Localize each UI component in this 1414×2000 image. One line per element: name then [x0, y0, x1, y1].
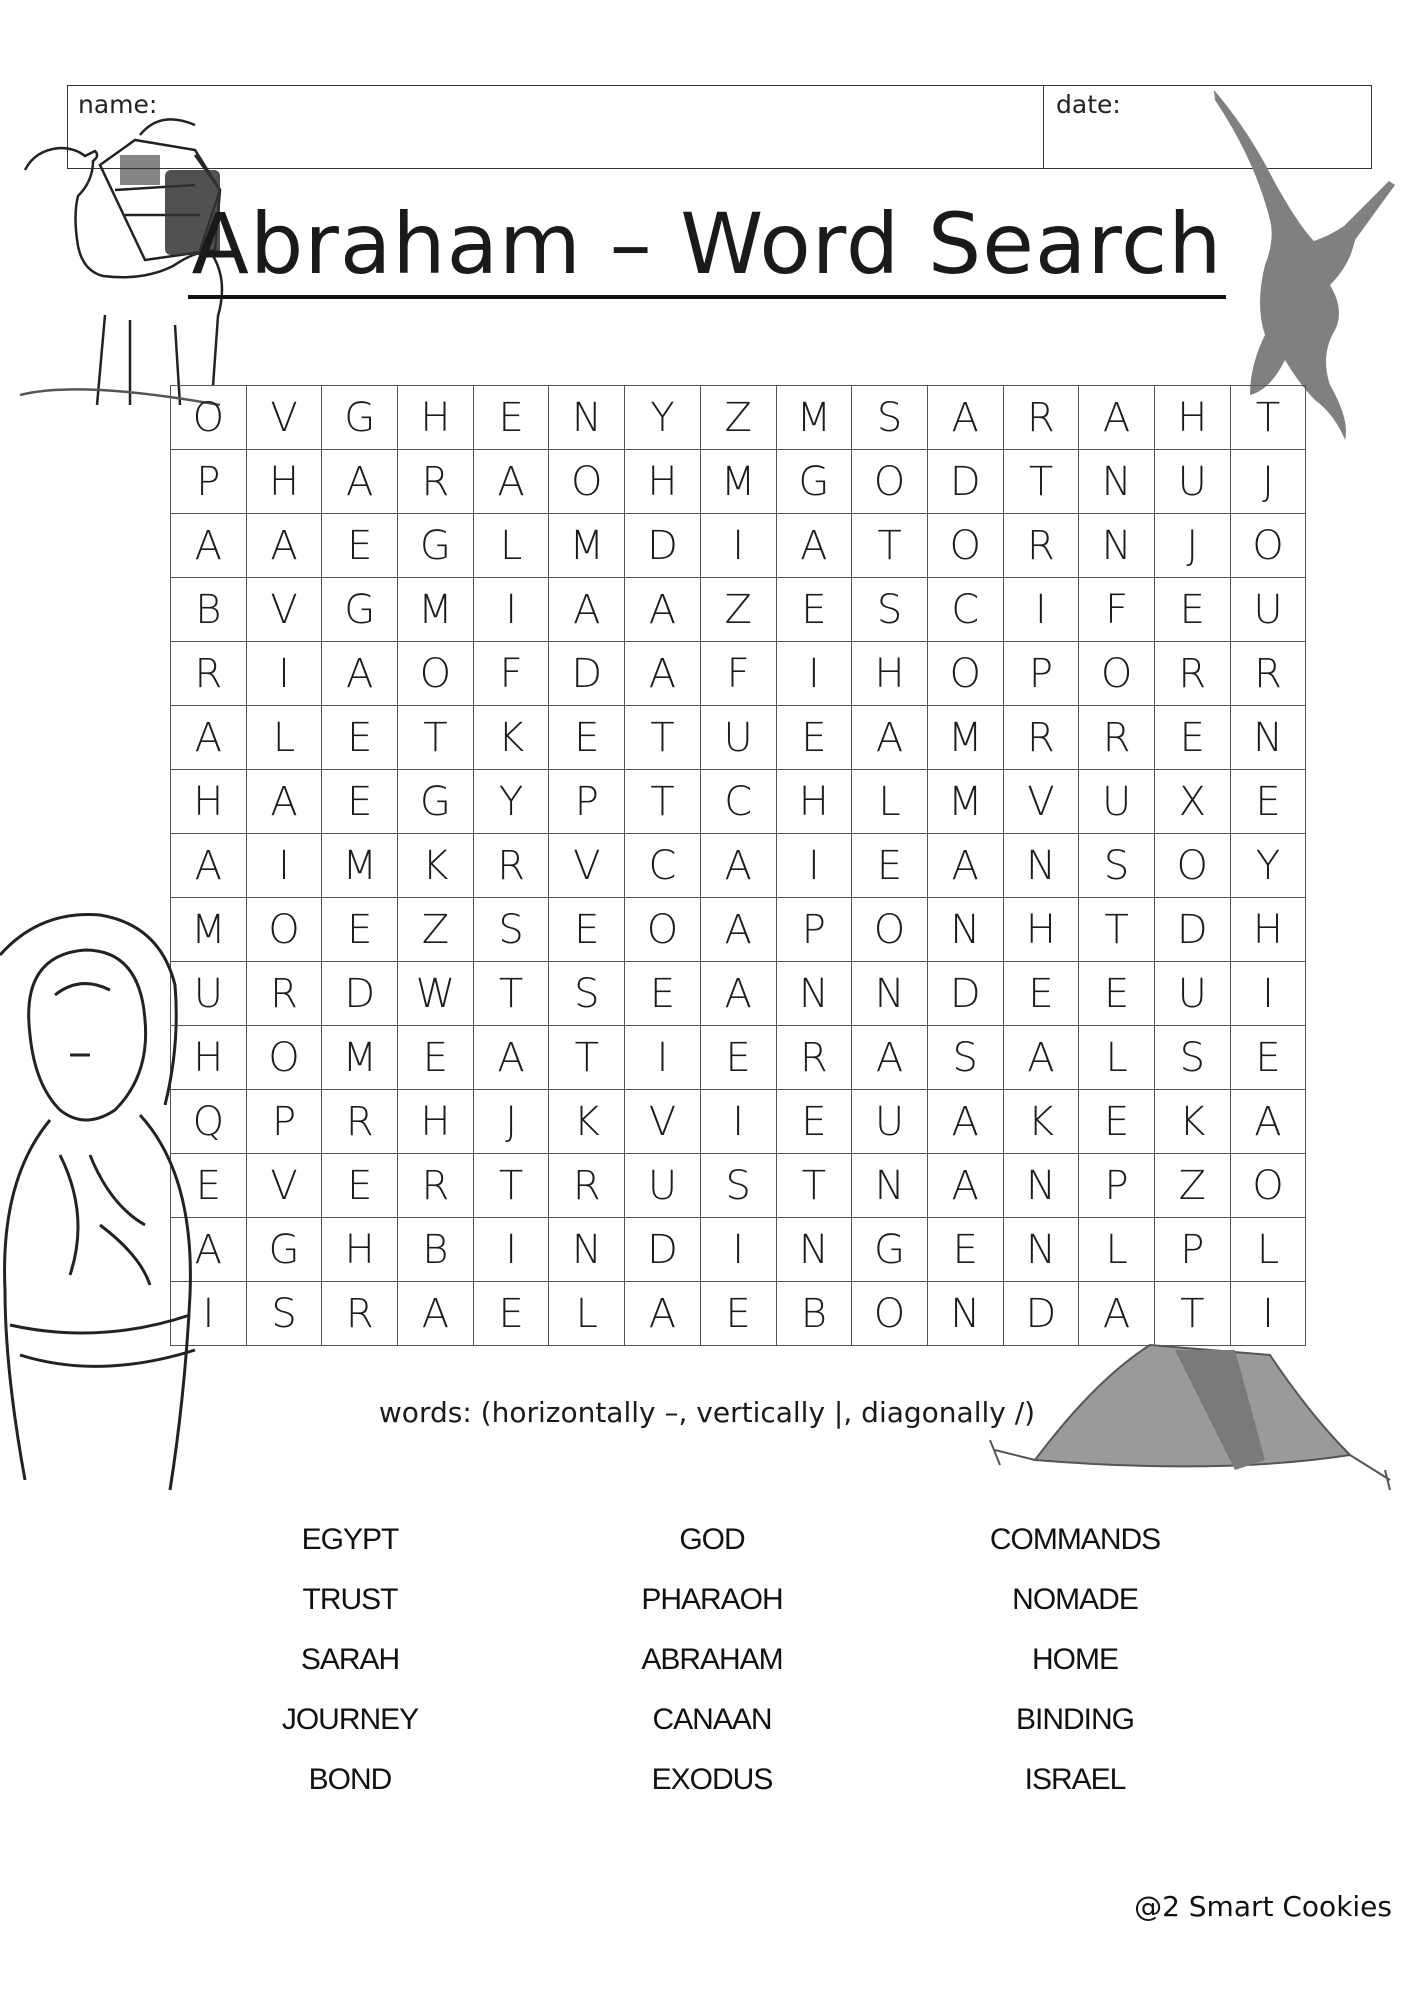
word-item: COMMANDS [989, 1523, 1161, 1556]
word-column-2 [562, 1510, 862, 1810]
header-divider [1043, 86, 1044, 168]
grid-cell[interactable]: E [777, 706, 853, 770]
grid-cell[interactable]: L [549, 1282, 625, 1346]
grid-cell[interactable]: K [1155, 1090, 1231, 1154]
grid-cell[interactable]: A [474, 1026, 550, 1090]
grid-cell[interactable]: U [171, 962, 247, 1026]
grid-cell[interactable]: P [777, 898, 853, 962]
word-item: BOND [308, 1763, 392, 1796]
grid-cell[interactable]: I [247, 834, 323, 898]
grid-cell[interactable]: D [625, 1218, 701, 1282]
grid-cell[interactable]: E [1155, 578, 1231, 642]
grid-cell[interactable]: D [322, 962, 398, 1026]
grid-cell[interactable]: N [777, 962, 853, 1026]
grid-cell[interactable]: A [701, 834, 777, 898]
grid-cell[interactable]: T [852, 514, 928, 578]
grid-cell[interactable]: V [625, 1090, 701, 1154]
grid-cell[interactable]: E [474, 1282, 550, 1346]
grid-cell[interactable]: J [474, 1090, 550, 1154]
grid-cell[interactable]: E [1155, 706, 1231, 770]
grid-cell[interactable]: A [701, 962, 777, 1026]
grid-cell[interactable]: P [171, 450, 247, 514]
grid-cell[interactable]: S [1155, 1026, 1231, 1090]
grid-cell[interactable]: R [777, 1026, 853, 1090]
grid-cell[interactable]: T [474, 1154, 550, 1218]
grid-cell[interactable]: N [928, 1282, 1004, 1346]
grid-cell[interactable]: M [322, 834, 398, 898]
grid-cell[interactable]: E [171, 1154, 247, 1218]
word-column-3 [925, 1510, 1225, 1810]
grid-cell[interactable]: L [1079, 1026, 1155, 1090]
grid-cell[interactable]: A [171, 1218, 247, 1282]
grid-cell[interactable]: H [247, 450, 323, 514]
grid-cell[interactable]: D [549, 642, 625, 706]
grid-cell[interactable]: V [247, 578, 323, 642]
grid-cell[interactable]: G [398, 514, 474, 578]
grid-cell[interactable]: Y [1231, 834, 1307, 898]
grid-cell[interactable]: O [852, 1282, 928, 1346]
grid-cell[interactable]: E [322, 770, 398, 834]
word-item: NOMADE [1012, 1583, 1138, 1616]
grid-cell[interactable]: E [549, 706, 625, 770]
grid-cell[interactable]: L [474, 514, 550, 578]
grid-cell[interactable]: C [701, 770, 777, 834]
grid-cell[interactable]: I [701, 514, 777, 578]
grid-cell[interactable]: R [1079, 706, 1155, 770]
grid-cell[interactable]: V [1004, 770, 1080, 834]
grid-cell[interactable]: Q [171, 1090, 247, 1154]
grid-cell[interactable]: O [928, 642, 1004, 706]
grid-cell[interactable]: M [777, 386, 853, 450]
grid-cell[interactable]: L [852, 770, 928, 834]
grid-cell[interactable]: O [549, 450, 625, 514]
grid-cell[interactable]: A [171, 706, 247, 770]
grid-cell[interactable]: A [322, 450, 398, 514]
grid-cell[interactable]: U [625, 1154, 701, 1218]
grid-cell[interactable]: F [474, 642, 550, 706]
grid-cell[interactable]: J [1155, 514, 1231, 578]
grid-cell[interactable]: A [625, 578, 701, 642]
grid-cell[interactable]: K [1004, 1090, 1080, 1154]
grid-cell[interactable]: Y [474, 770, 550, 834]
grid-cell[interactable]: S [1079, 834, 1155, 898]
grid-cell[interactable]: D [1155, 898, 1231, 962]
grid-cell[interactable]: E [1231, 1026, 1307, 1090]
grid-cell[interactable]: M [322, 1026, 398, 1090]
grid-cell[interactable]: R [1004, 386, 1080, 450]
grid-cell[interactable]: A [171, 834, 247, 898]
grid-cell[interactable]: M [928, 706, 1004, 770]
grid-cell[interactable]: O [247, 1026, 323, 1090]
grid-cell[interactable]: P [1155, 1218, 1231, 1282]
grid-cell[interactable]: A [701, 898, 777, 962]
grid-cell[interactable]: U [1231, 578, 1307, 642]
grid-cell[interactable]: L [1079, 1218, 1155, 1282]
grid-cell[interactable]: N [549, 1218, 625, 1282]
grid-cell[interactable]: I [777, 834, 853, 898]
grid-cell[interactable]: R [1004, 706, 1080, 770]
grid-cell[interactable]: E [322, 514, 398, 578]
grid-cell[interactable]: O [1231, 1154, 1307, 1218]
grid-cell[interactable]: E [322, 898, 398, 962]
grid-cell[interactable]: Z [701, 386, 777, 450]
grid-cell[interactable]: N [1079, 450, 1155, 514]
grid-cell[interactable]: T [1155, 1282, 1231, 1346]
grid-cell[interactable]: P [1079, 1154, 1155, 1218]
grid-cell[interactable]: T [625, 706, 701, 770]
word-item: SARAH [300, 1643, 400, 1676]
grid-cell[interactable]: G [322, 578, 398, 642]
word-search-grid [170, 385, 1306, 1346]
grid-cell[interactable]: A [1004, 1026, 1080, 1090]
grid-cell[interactable]: H [1231, 898, 1307, 962]
grid-cell[interactable]: T [777, 1154, 853, 1218]
grid-cell[interactable]: S [928, 1026, 1004, 1090]
grid-cell[interactable]: A [398, 1282, 474, 1346]
grid-cell[interactable]: O [171, 386, 247, 450]
grid-cell[interactable]: G [398, 770, 474, 834]
grid-cell[interactable]: E [777, 1090, 853, 1154]
grid-cell[interactable]: R [1155, 642, 1231, 706]
grid-cell[interactable]: A [928, 1154, 1004, 1218]
word-item: EGYPT [301, 1523, 399, 1556]
grid-cell[interactable]: I [1004, 578, 1080, 642]
grid-cell[interactable]: A [1079, 386, 1155, 450]
grid-cell[interactable]: A [549, 578, 625, 642]
grid-cell[interactable]: O [1155, 834, 1231, 898]
grid-cell[interactable]: N [1004, 1154, 1080, 1218]
grid-cell[interactable]: O [247, 898, 323, 962]
grid-cell[interactable]: N [852, 1154, 928, 1218]
grid-cell[interactable]: E [928, 1218, 1004, 1282]
grid-cell[interactable]: O [625, 898, 701, 962]
grid-cell[interactable]: A [852, 706, 928, 770]
grid-cell[interactable]: E [1079, 962, 1155, 1026]
grid-cell[interactable]: A [777, 514, 853, 578]
grid-cell[interactable]: H [1004, 898, 1080, 962]
grid-cell[interactable]: I [247, 642, 323, 706]
grid-cell[interactable]: M [549, 514, 625, 578]
grid-cell[interactable]: Z [1155, 1154, 1231, 1218]
grid-cell[interactable]: O [1079, 642, 1155, 706]
word-item: CANAAN [652, 1703, 772, 1736]
grid-cell[interactable]: R [398, 450, 474, 514]
grid-cell[interactable]: N [1231, 706, 1307, 770]
grid-cell[interactable]: A [928, 1090, 1004, 1154]
grid-cell[interactable]: T [1004, 450, 1080, 514]
name-label: name: [78, 90, 158, 119]
word-item: ISRAEL [1024, 1763, 1126, 1796]
grid-cell[interactable]: H [398, 386, 474, 450]
credit-text: @2 Smart Cookies [1134, 1890, 1392, 1923]
grid-cell[interactable]: F [1079, 578, 1155, 642]
grid-cell[interactable]: A [928, 834, 1004, 898]
grid-cell[interactable]: D [928, 450, 1004, 514]
grid-cell[interactable]: N [549, 386, 625, 450]
grid-cell[interactable]: E [398, 1026, 474, 1090]
grid-cell[interactable]: D [1004, 1282, 1080, 1346]
word-item: HOME [1032, 1643, 1118, 1676]
grid-cell[interactable]: U [1079, 770, 1155, 834]
word-item: BINDING [1015, 1703, 1134, 1736]
grid-cell[interactable]: H [171, 1026, 247, 1090]
grid-cell[interactable]: E [322, 706, 398, 770]
grid-cell[interactable]: R [549, 1154, 625, 1218]
grid-cell[interactable]: E [777, 578, 853, 642]
grid-cell[interactable]: S [549, 962, 625, 1026]
grid-cell[interactable]: E [1079, 1090, 1155, 1154]
grid-cell[interactable]: R [474, 834, 550, 898]
grid-cell[interactable]: X [1155, 770, 1231, 834]
grid-cell[interactable]: V [247, 1154, 323, 1218]
date-label: date: [1056, 90, 1121, 119]
grid-cell[interactable]: I [625, 1026, 701, 1090]
grid-cell[interactable]: S [852, 578, 928, 642]
word-item: TRUST [302, 1583, 398, 1616]
word-item: JOURNEY [281, 1703, 419, 1736]
grid-cell[interactable]: P [549, 770, 625, 834]
grid-cell[interactable]: U [701, 706, 777, 770]
grid-cell[interactable]: P [247, 1090, 323, 1154]
grid-cell[interactable]: A [322, 642, 398, 706]
grid-cell[interactable]: T [549, 1026, 625, 1090]
grid-cell[interactable]: R [322, 1282, 398, 1346]
grid-cell[interactable]: H [625, 450, 701, 514]
grid-cell[interactable]: M [398, 578, 474, 642]
grid-cell[interactable]: E [701, 1026, 777, 1090]
grid-cell[interactable]: I [701, 1090, 777, 1154]
grid-cell[interactable]: T [398, 706, 474, 770]
grid-cell[interactable]: E [625, 962, 701, 1026]
grid-cell[interactable]: I [777, 642, 853, 706]
instructions: words: (horizontally –, vertically |, diagonally /) [378, 1396, 1036, 1429]
grid-cell[interactable]: O [928, 514, 1004, 578]
grid-cell[interactable]: W [398, 962, 474, 1026]
grid-cell[interactable]: A [625, 642, 701, 706]
name-date-box [67, 85, 1372, 169]
grid-cell[interactable]: H [398, 1090, 474, 1154]
grid-cell[interactable]: N [1079, 514, 1155, 578]
grid-cell[interactable]: P [1004, 642, 1080, 706]
grid-cell[interactable]: N [1004, 1218, 1080, 1282]
grid-cell[interactable]: D [928, 962, 1004, 1026]
grid-cell[interactable]: C [928, 578, 1004, 642]
grid-cell[interactable]: I [701, 1218, 777, 1282]
grid-cell[interactable]: Z [701, 578, 777, 642]
grid-cell[interactable]: S [852, 386, 928, 450]
grid-cell[interactable]: O [852, 450, 928, 514]
grid-cell[interactable]: R [322, 1090, 398, 1154]
grid-cell[interactable]: N [928, 898, 1004, 962]
grid-cell[interactable]: R [1004, 514, 1080, 578]
grid-cell[interactable]: I [474, 578, 550, 642]
grid-cell[interactable]: H [322, 1218, 398, 1282]
grid-cell[interactable]: A [171, 514, 247, 578]
grid-cell[interactable]: M [701, 450, 777, 514]
word-item: GOD [679, 1523, 745, 1556]
grid-cell[interactable]: O [852, 898, 928, 962]
word-item: EXODUS [651, 1763, 773, 1796]
grid-cell[interactable]: A [247, 514, 323, 578]
grid-cell[interactable]: R [247, 962, 323, 1026]
grid-cell[interactable]: B [171, 578, 247, 642]
word-item: PHARAOH [641, 1583, 783, 1616]
grid-cell[interactable]: G [247, 1218, 323, 1282]
grid-cell[interactable]: O [1231, 514, 1307, 578]
grid-cell[interactable]: E [549, 898, 625, 962]
grid-cell[interactable]: U [1155, 450, 1231, 514]
grid-cell[interactable]: K [549, 1090, 625, 1154]
grid-cell[interactable]: A [928, 386, 1004, 450]
grid-cell[interactable]: S [247, 1282, 323, 1346]
page-title [0, 195, 1414, 293]
grid-cell[interactable]: O [398, 642, 474, 706]
grid-cell[interactable]: T [1231, 386, 1307, 450]
grid-cell[interactable]: T [474, 962, 550, 1026]
grid-cell[interactable]: D [625, 514, 701, 578]
grid-cell[interactable]: A [1079, 1282, 1155, 1346]
grid-cell[interactable]: E [1231, 770, 1307, 834]
grid-cell[interactable]: G [852, 1218, 928, 1282]
grid-cell[interactable]: A [474, 450, 550, 514]
grid-cell[interactable]: S [701, 1154, 777, 1218]
grid-cell[interactable]: V [247, 386, 323, 450]
grid-cell[interactable]: K [474, 706, 550, 770]
grid-cell[interactable]: C [625, 834, 701, 898]
grid-cell[interactable]: M [928, 770, 1004, 834]
grid-cell[interactable]: T [625, 770, 701, 834]
grid-cell[interactable]: H [1155, 386, 1231, 450]
grid-cell[interactable]: I [1231, 962, 1307, 1026]
grid-cell[interactable]: R [398, 1154, 474, 1218]
grid-cell[interactable]: V [549, 834, 625, 898]
grid-cell[interactable]: A [852, 1026, 928, 1090]
grid-cell[interactable]: I [171, 1282, 247, 1346]
grid-cell[interactable]: U [1155, 962, 1231, 1026]
grid-cell[interactable]: E [322, 1154, 398, 1218]
grid-cell[interactable]: E [1004, 962, 1080, 1026]
grid-cell[interactable]: I [1231, 1282, 1307, 1346]
grid-cell[interactable]: H [777, 770, 853, 834]
grid-cell[interactable]: G [777, 450, 853, 514]
grid-cell[interactable]: N [852, 962, 928, 1026]
word-item: ABRAHAM [641, 1643, 783, 1676]
grid-cell[interactable]: E [852, 834, 928, 898]
grid-cell[interactable]: A [625, 1282, 701, 1346]
grid-cell[interactable]: N [1004, 834, 1080, 898]
grid-cell[interactable]: K [398, 834, 474, 898]
grid-cell[interactable]: N [777, 1218, 853, 1282]
grid-cell[interactable]: R [171, 642, 247, 706]
grid-cell[interactable]: B [398, 1218, 474, 1282]
grid-cell[interactable]: U [852, 1090, 928, 1154]
grid-cell[interactable]: Z [398, 898, 474, 962]
grid-cell[interactable]: L [247, 706, 323, 770]
grid-cell[interactable]: S [474, 898, 550, 962]
grid-cell[interactable]: E [474, 386, 550, 450]
tent-illustration [975, 1340, 1405, 1520]
grid-cell[interactable]: A [247, 770, 323, 834]
grid-cell[interactable]: E [701, 1282, 777, 1346]
grid-cell[interactable]: L [1231, 1218, 1307, 1282]
title-text: Abraham – Word Search [188, 195, 1227, 299]
grid-cell[interactable]: H [171, 770, 247, 834]
grid-cell[interactable]: R [1231, 642, 1307, 706]
grid-cell[interactable]: B [777, 1282, 853, 1346]
grid-cell[interactable]: H [852, 642, 928, 706]
grid-cell[interactable]: J [1231, 450, 1307, 514]
grid-cell[interactable]: F [701, 642, 777, 706]
grid-cell[interactable]: M [171, 898, 247, 962]
grid-cell[interactable]: T [1079, 898, 1155, 962]
word-column-1 [200, 1510, 500, 1810]
grid-cell[interactable]: Y [625, 386, 701, 450]
grid-cell[interactable]: I [474, 1218, 550, 1282]
grid-cell[interactable]: G [322, 386, 398, 450]
grid-cell[interactable]: A [1231, 1090, 1307, 1154]
